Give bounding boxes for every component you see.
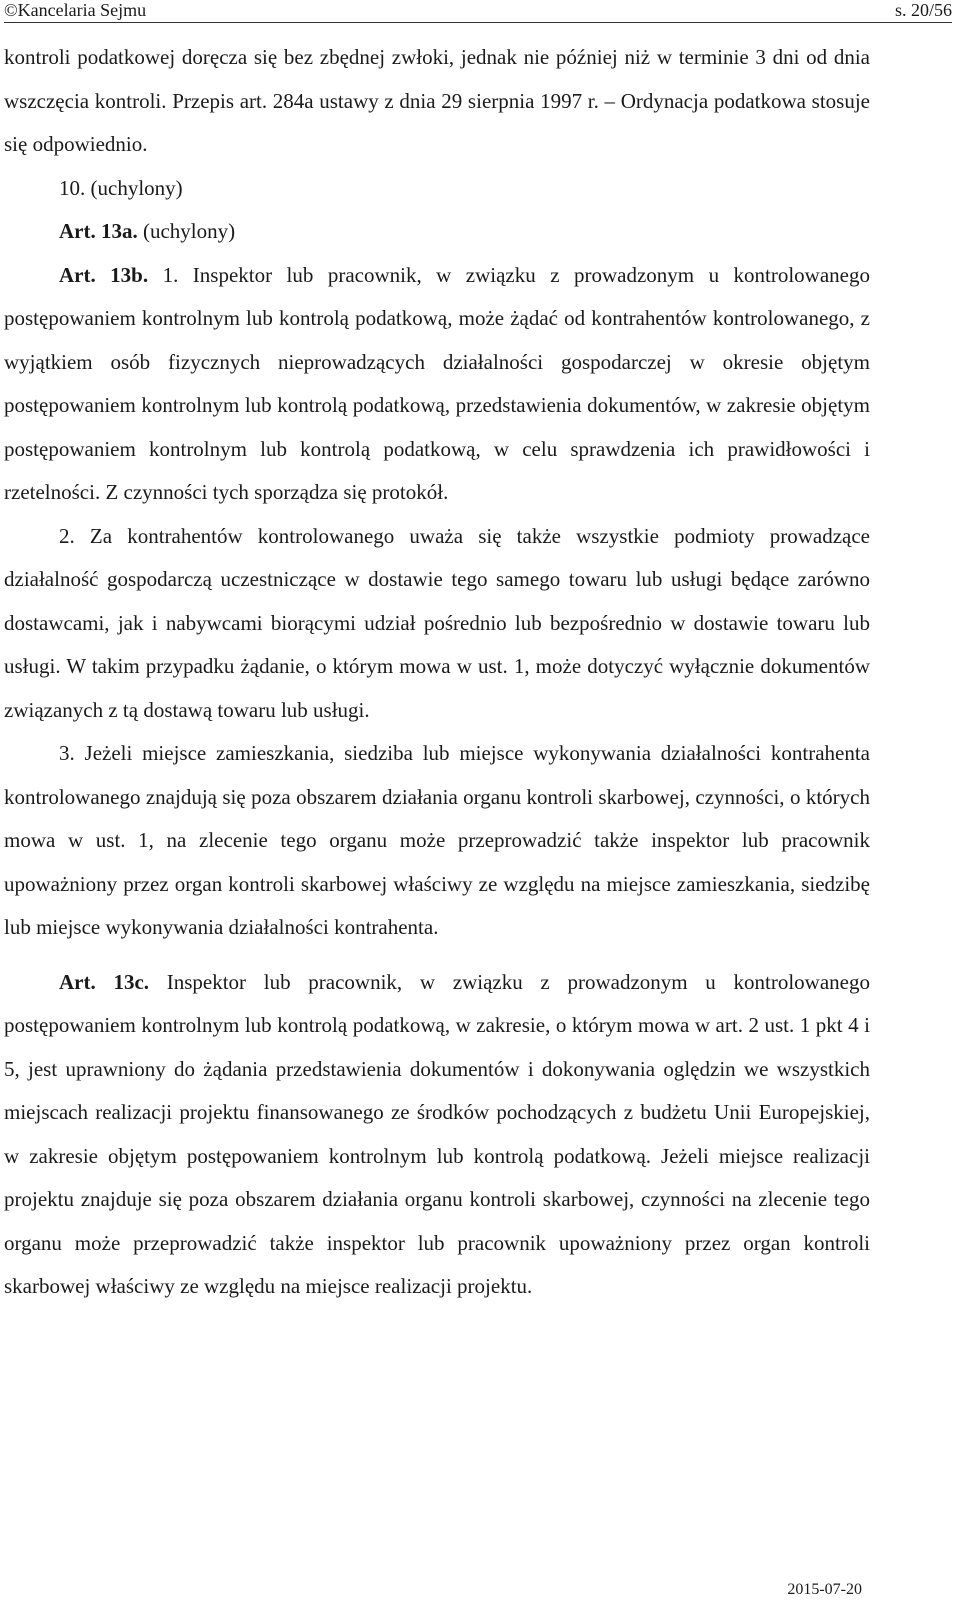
paragraph-text: kontroli podatkowej doręcza się bez zbędnej zwłoki, jednak nie później niż w terminie 3 dni od dnia wszczęcia kontroli. Przepis art. 284a ustawy z dnia 29 sierpnia 1997 r. – Ordynacja podatkowa stosuje się odpowiednio. bbox=[4, 45, 870, 156]
page-footer bbox=[787, 1580, 862, 1600]
document-body bbox=[4, 36, 870, 1309]
copyright-label: ©Kancelaria Sejmu bbox=[4, 0, 147, 20]
article-13b bbox=[4, 254, 870, 515]
paragraph-text: 2. Za kontrahentów kontrolowanego uważa się także wszystkie podmioty prowadzące działalność gospodarczą uczestniczące w dostawie tego samego towaru lub usługi będące zarówno dostawcami, jak i nabywcami biorącymi udział pośrednio lub bezpośrednio w dostawie towaru lub usługi. W takim przypadku żądanie, o którym mowa w ust. 1, może dotyczyć wyłącznie dokumentów związanych z tą dostawą towaru lub usługi. bbox=[4, 523, 870, 722]
paragraph-point-10 bbox=[4, 167, 870, 211]
article-13a bbox=[4, 210, 870, 254]
article-heading: Art. 13c. bbox=[59, 969, 150, 994]
header-divider bbox=[4, 22, 952, 23]
article-13b-ust-3 bbox=[4, 732, 870, 950]
paragraph-text: 3. Jeżeli miejsce zamieszkania, siedziba lub miejsce wykonywania działalności kontrahenta kontrolowanego znajdują się poza obszarem działania organu kontroli skarbowej, czynności, o których mowa w ust. 1, na zlecenie tego organu może przeprowadzić także inspektor lub pracownik upoważniony przez organ kontroli skarbowej właściwy ze względu na miejsce zamieszkania, siedzibę lub miejsce wykonywania działalności kontrahenta. bbox=[4, 741, 870, 939]
paragraph-text: 10. (uchylony) bbox=[59, 175, 183, 200]
page-header bbox=[4, 0, 952, 22]
paragraph-text: 1. Inspektor lub pracownik, w związku z prowadzonym u kontrolowanego postępowaniem kontrolnym lub kontrolą podatkową, może żądać od kontrahentów kontrolowanego, z wyjątkiem osób fizycznych nieprowadzących działalności gospodarczej w okresie objętym postępowaniem kontrolnym lub kontrolą podatkową, przedstawienia dokumentów, w zakresie objętym postępowaniem kontrolnym lub kontrolą podatkową, w celu sprawdzenia ich prawidłowości i rzetelności. Z czynności tych sporządza się protokół. bbox=[4, 262, 870, 504]
article-13b-ust-2 bbox=[4, 515, 870, 733]
paragraph-text: Inspektor lub pracownik, w związku z prowadzonym u kontrolowanego postępowaniem kontrolnym lub kontrolą podatkową, w zakresie, o którym mowa w art. 2 ust. 1 pkt 4 i 5, jest uprawniony do żądania przedstawienia dokumentów i dokonywania oględzin we wszystkich miejscach realizacji projektu finansowanego ze środków pochodzących z budżetu Unii Europejskiej, w zakresie objętym postępowaniem kontrolnym lub kontrolą podatkową. Jeżeli miejsce realizacji projektu znajduje się poza obszarem działania organu kontroli skarbowej, czynności na zlecenie tego organu może przeprowadzić także inspektor lub pracownik upoważniony przez organ kontroli skarbowej właściwy ze względu na miejsce realizacji projektu. bbox=[4, 969, 870, 1298]
article-heading: Art. 13b. bbox=[59, 262, 149, 287]
document-date: 2015-07-20 bbox=[787, 1581, 862, 1598]
page-number: s. 20/56 bbox=[894, 0, 952, 20]
paragraph-text: (uchylony) bbox=[137, 219, 236, 243]
article-heading: Art. 13a. bbox=[59, 219, 138, 243]
article-13c bbox=[4, 961, 870, 1309]
paragraph-continuation bbox=[4, 36, 870, 167]
